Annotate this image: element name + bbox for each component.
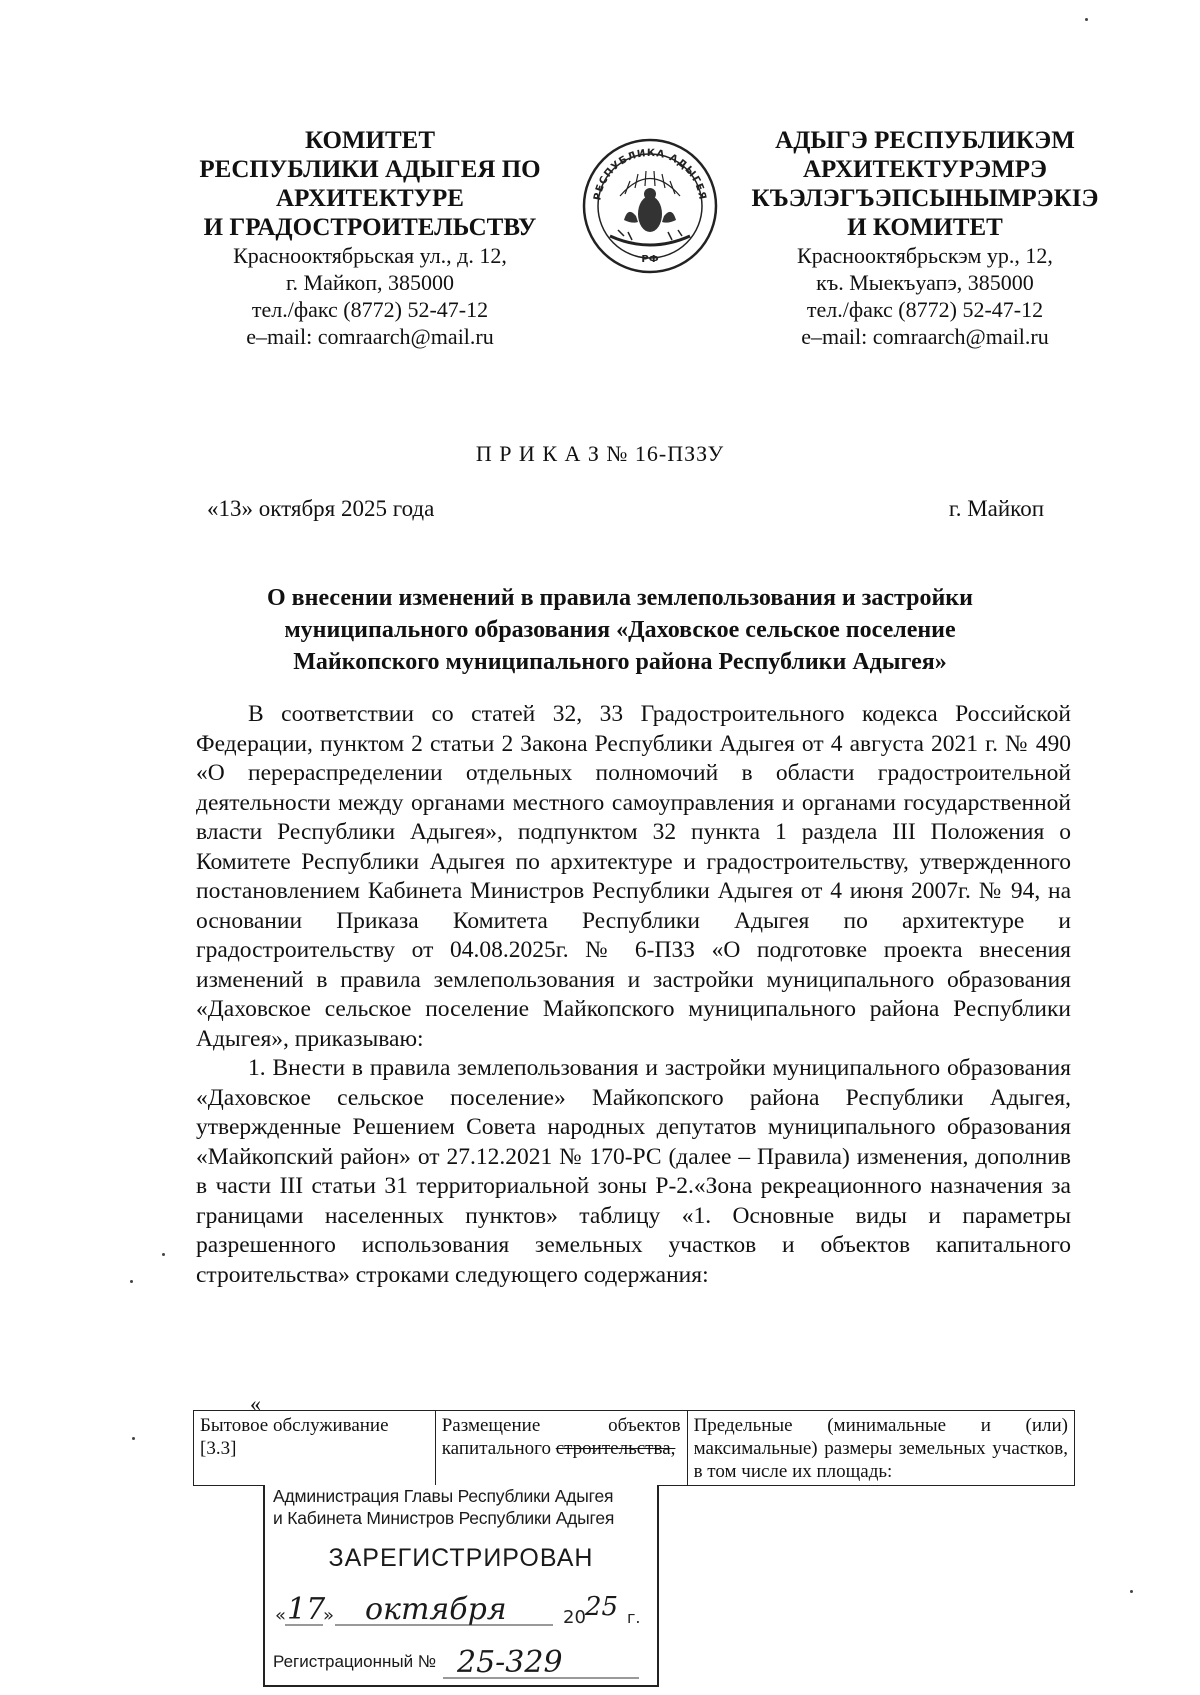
cell-text-cut: строительства, bbox=[555, 1438, 676, 1459]
reg-number-value: 25-329 bbox=[457, 1645, 563, 1680]
org-name-line: АДЫГЭ РЕСПУБЛИКЭМ bbox=[775, 127, 1075, 154]
email-line: e–mail: comraarch@mail.ru bbox=[801, 324, 1049, 349]
handwritten-day: 17 bbox=[287, 1592, 326, 1627]
date-quote-close: » bbox=[323, 1605, 335, 1626]
org-name-line: РЕСПУБЛИКИ АДЫГЕЯ ПО bbox=[199, 156, 541, 183]
org-name-line: АРХИТЕКТУРЕ bbox=[276, 185, 464, 212]
order-city: г. Майкоп bbox=[948, 496, 1044, 521]
order-item-1: 1. Внести в правила землепользования и застройки муниципального образования «Даховское сельское поселение» Майкопского района Республики Адыгея, утвержденные Решением Совета народных депутатов муниципального образования «Майкопский район» от 27.12.2021 № 170-РС (далее – Правила) изменения, дополнив в части III статьи 31 территориальной зоны Р-2.«Зона рекреационного назначения за границами населенных пунктов» таблицу «1. Основные виды и параметры разрешенного использования земельных участков и объектов капитального строительства» строками следующего содержания: bbox=[196, 1055, 1071, 1288]
handwritten-year: 25 bbox=[585, 1592, 619, 1622]
address-line: къ. Мыекъуапэ, 385000 bbox=[816, 270, 1034, 295]
scan-speck bbox=[1130, 1590, 1133, 1593]
table-cell-description bbox=[435, 1411, 687, 1486]
order-date: «13» октября 2025 года bbox=[207, 496, 435, 521]
stamp-org-line: и Кабинета Министров Республики Адыгея bbox=[273, 1508, 615, 1528]
org-name-line: И КОМИТЕТ bbox=[847, 214, 1003, 241]
body-paragraph: В соответствии со статей 32, 33 Градостроительного кодекса Российской Федерации, пунктом 2 статьи 2 Закона Республики Адыгея от 4 августа 2021 г. № 490 «О перераспределении отдельных полномочий в области градостроительной деятельности между органами местного самоуправления и органами государственной власти Республики Адыгея», подпунктом 32 пункта 1 раздела III Положения о Комитете Республики Адыгея по архитектуре и градостроительству, утвержденного постановлением Кабинета Министров Республики Адыгея от 4 июня 2007г. № 94, на основании Приказа Комитета Республики Адыгея по архитектуре и градостроительству от 04.08.2025г. № 6-ПЗЗ «О подготовке проекта внесения изменений в правила землепользования и застройки муниципального образования «Даховское сельское поселение Майкопского муниципального района Республики Адыгея», приказываю: bbox=[196, 701, 1071, 1052]
document-body bbox=[196, 700, 1071, 1290]
year-prefix: 20 bbox=[563, 1607, 586, 1628]
cell-text: Размещение объектов капитального bbox=[441, 1415, 681, 1459]
email-line: e–mail: comraarch@mail.ru bbox=[246, 324, 494, 349]
handwritten-month: октября bbox=[365, 1592, 507, 1627]
phone-line: тел./факс (8772) 52-47-12 bbox=[806, 297, 1044, 322]
stamp-handwritten-date bbox=[273, 1589, 649, 1633]
scan-speck bbox=[130, 1280, 133, 1283]
stamp-org bbox=[273, 1485, 614, 1529]
heading-line: О внесении изменений в правила землепользования и застройки bbox=[267, 585, 973, 611]
table-cell-use-type: Бытовое обслуживание [3.3] bbox=[194, 1411, 436, 1486]
stamp-status: ЗАРЕГИСТРИРОВАН bbox=[328, 1544, 594, 1572]
phone-line: тел./факс (8772) 52-47-12 bbox=[251, 297, 489, 322]
year-mark: г. bbox=[627, 1608, 641, 1627]
heading-line: муниципального образования «Даховское сельское поселение bbox=[284, 617, 956, 643]
order-title: П Р И К А З № 16-ПЗЗУ bbox=[475, 441, 725, 466]
table-cell-parameters: Предельные (минимальные и (или) максимальные) размеры земельных участков, в том числе их площадь: bbox=[687, 1411, 1074, 1486]
header-left bbox=[180, 126, 560, 350]
registration-stamp bbox=[263, 1485, 659, 1687]
org-name-line: И ГРАДОСТРОИТЕЛЬСТВУ bbox=[203, 214, 537, 241]
scan-speck bbox=[162, 1253, 165, 1256]
reg-number-label: Регистрационный № bbox=[273, 1652, 437, 1671]
address-line: г. Майкоп, 385000 bbox=[286, 270, 454, 295]
handwritten-reg-number bbox=[443, 1644, 649, 1684]
amendment-table bbox=[193, 1410, 1075, 1486]
org-name-line: КОМИТЕТ bbox=[304, 127, 436, 154]
address-line: Краснооктябрьскэм ур., 12, bbox=[797, 243, 1053, 268]
emblem-ring-text: РЕСПУБЛИКА АДЫГЕЯ bbox=[592, 147, 708, 202]
org-name-line: КЪЭЛЭГЪЭПСЫНЫМРЭКIЭ bbox=[751, 185, 1099, 212]
header-right bbox=[735, 126, 1115, 350]
emblem-bottom-text: РФ bbox=[641, 254, 659, 265]
coat-of-arms-emblem bbox=[580, 136, 720, 276]
quote-open-mark: « bbox=[250, 1391, 261, 1416]
document-heading bbox=[195, 582, 1045, 678]
date-quote-open: « bbox=[275, 1605, 287, 1626]
heading-line: Майкопского муниципального района Республики Адыгея» bbox=[293, 649, 947, 675]
address-line: Краснооктябрьская ул., д. 12, bbox=[233, 243, 507, 268]
org-name-line: АРХИТЕКТУРЭМРЭ bbox=[802, 156, 1048, 183]
scan-speck bbox=[132, 1437, 135, 1440]
table-row bbox=[194, 1411, 1075, 1486]
stamp-registration bbox=[273, 1644, 649, 1684]
scan-speck bbox=[1085, 18, 1088, 21]
stamp-org-line: Администрация Главы Республики Адыгея bbox=[273, 1486, 614, 1506]
